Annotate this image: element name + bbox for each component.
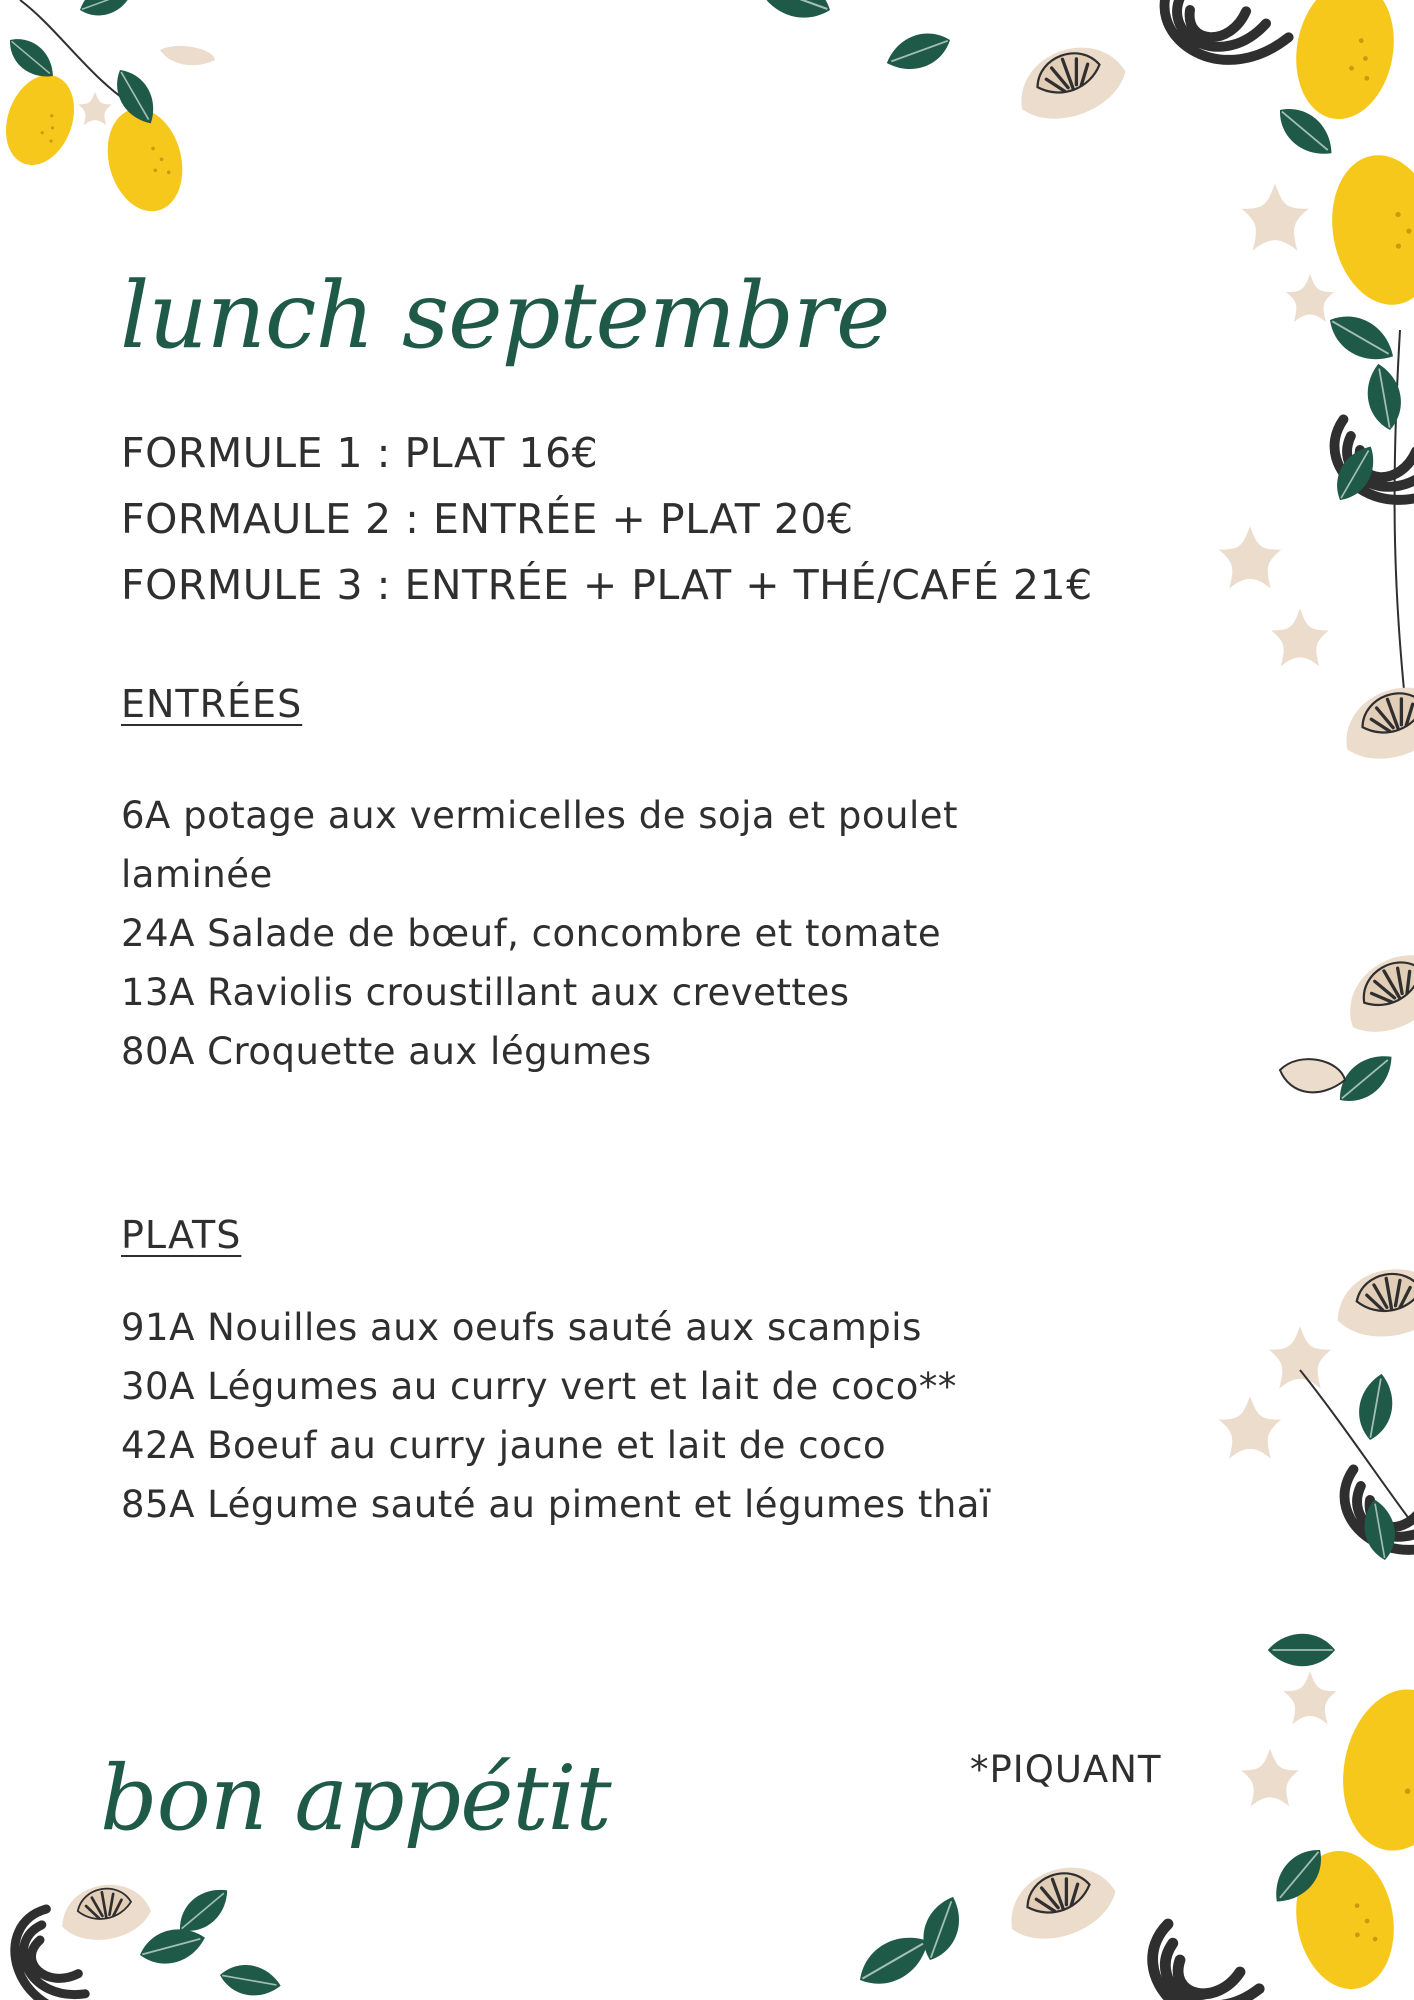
formule-item: FORMAULE 2 : ENTRÉE + PLAT 20€	[121, 495, 854, 543]
list-item: 13A Raviolis croustillant aux crevettes	[121, 971, 850, 1014]
formule-list	[121, 420, 1093, 618]
spicy-footnote: *PIQUANT	[970, 1748, 1162, 1791]
list-item: 80A Croquette aux légumes	[121, 1030, 652, 1073]
menu-title: lunch septembre	[120, 262, 890, 369]
entrees-heading: ENTRÉES	[121, 682, 303, 726]
formule-item: FORMULE 3 : ENTRÉE + PLAT + THÉ/CAFÉ 21€	[121, 561, 1093, 609]
list-item: 30A Légumes au curry vert et lait de coco**	[121, 1365, 957, 1408]
plats-heading: PLATS	[121, 1213, 242, 1257]
floral-bottom-right-icon	[851, 1853, 1281, 2000]
floral-right-lower-icon	[1219, 1261, 1414, 1997]
list-item: 91A Nouilles aux oeufs sauté aux scampis	[121, 1306, 922, 1349]
plats-list	[121, 1298, 1001, 1534]
floral-right-middle-icon	[1219, 330, 1414, 1112]
list-item: 85A Légume sauté au piment et légumes thaï	[121, 1483, 991, 1526]
lemon-branch-top-left-icon	[0, 0, 215, 220]
list-item: 42A Boeuf au curry jaune et lait de coco	[121, 1424, 887, 1467]
list-item: 6A potage aux vermicelles de soja et poulet laminée	[121, 794, 959, 896]
closing-phrase: bon appétit	[100, 1746, 611, 1851]
list-item: 24A Salade de bœuf, concombre et tomate	[121, 912, 942, 955]
entrees-list	[121, 786, 1001, 1081]
formule-item: FORMULE 1 : PLAT 16€	[121, 429, 599, 477]
floral-bottom-left-icon	[0, 1878, 283, 2000]
